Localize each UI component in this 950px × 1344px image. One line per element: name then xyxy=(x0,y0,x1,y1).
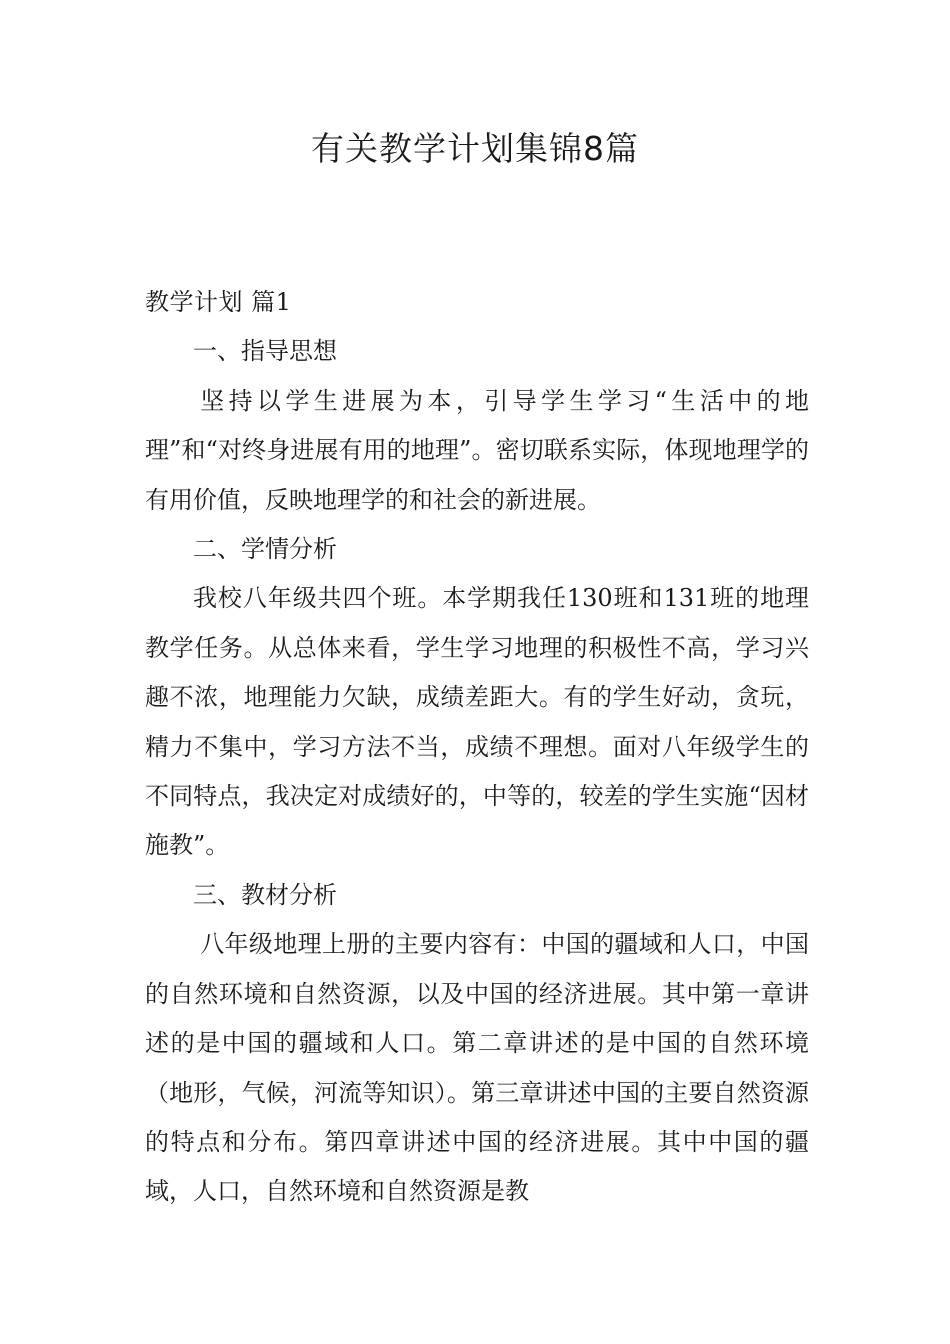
heading-student-analysis: 二、学情分析 xyxy=(193,535,337,564)
heading-textbook-analysis: 三、教材分析 xyxy=(193,880,337,909)
paragraph-guiding-ideology: 坚持以学生进展为本，引导学生学习“生活中的地理”和“对终身进展有用的地理”。密切联系实际，体现地理学的有用价值，反映地理学的和社会的新进展。 xyxy=(145,386,809,514)
paragraph-textbook-analysis: 八年级地理上册的主要内容有：中国的疆域和人口，中国的自然环境和自然资源，以及中国的经济进展。其中第一章讲述的是中国的疆域和人口。第二章讲述的是中国的自然环境（地形，气候，河流等知识）。第三章讲述中国的主要自然资源的特点和分布。第四章讲述中国的经济进展。其中中国的疆域，人口，自然环境和自然资源是教 xyxy=(145,930,809,1206)
document-title: 有关教学计划集锦8篇 xyxy=(311,129,639,168)
paragraph-student-analysis: 我校八年级共四个班。本学期我任130班和131班的地理教学任务。从总体来看，学生学习地理的积极性不高，学习兴趣不浓，地理能力欠缺，成绩差距大。有的学生好动，贪玩，精力不集中，学习方法不当，成绩不理想。面对八年级学生的不同特点，我决定对成绩好的，中等的，较差的学生实施“因材施教”。 xyxy=(145,584,809,860)
heading-guiding-ideology: 一、指导思想 xyxy=(193,337,337,366)
document-body xyxy=(145,278,809,1217)
section-label: 教学计划 篇1 xyxy=(145,288,292,316)
